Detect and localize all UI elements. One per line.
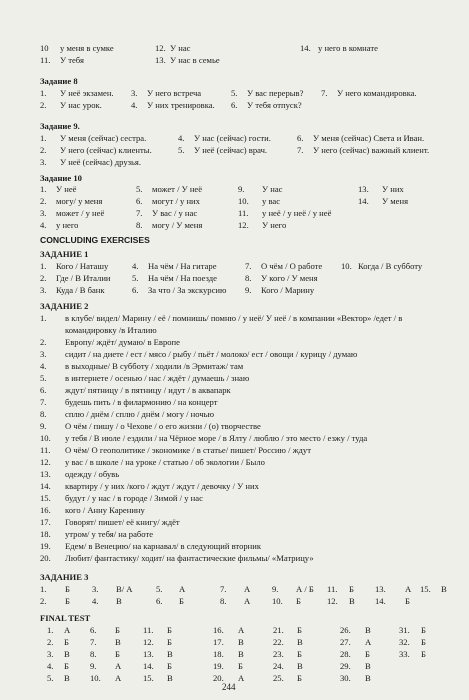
answer-text: Европу/ ждёт/ думаю/ в Европе xyxy=(65,337,180,347)
answer-text: А xyxy=(238,625,245,635)
answer-text: У него командировка. xyxy=(337,88,417,98)
answer-text: Б xyxy=(167,661,172,671)
answer-text: У меня xyxy=(382,196,409,206)
answer-text: может / у неё xyxy=(56,208,105,218)
section-heading xyxy=(0,612,469,624)
answer-text: 11. xyxy=(143,625,154,635)
answer-text: в клубе/ видел/ Марину / её / помнишь/ помню / у неё/ У неё / в компании «Вектор» /едет / в xyxy=(65,313,403,323)
answer-text: В/ А xyxy=(116,584,133,594)
answer-text: 17. xyxy=(213,637,224,647)
answer-line xyxy=(0,260,469,272)
answer-text: Б xyxy=(115,625,120,635)
heading-text: CONCLUDING EXERCISES xyxy=(40,235,150,245)
answer-text: 32. xyxy=(399,637,410,647)
answer-text: В xyxy=(365,673,371,683)
answer-text: 9. xyxy=(272,584,279,594)
answer-text: У меня (сейчас) Света и Иван. xyxy=(313,133,425,143)
answer-text: у него в комнате xyxy=(318,43,378,53)
answer-text: У неё (сейчас) друзья. xyxy=(60,157,142,167)
answer-text: 13. xyxy=(375,584,386,594)
answer-text: В xyxy=(115,637,121,647)
answer-line xyxy=(0,156,469,168)
answer-line xyxy=(0,432,469,444)
answer-text: 10. xyxy=(341,261,352,271)
section-heading xyxy=(0,75,469,87)
answer-text: У вас / у нас xyxy=(152,208,198,218)
answer-line xyxy=(0,408,469,420)
answer-text: А xyxy=(115,673,122,683)
answer-text: 12. xyxy=(40,457,51,467)
answer-text: В xyxy=(238,637,244,647)
answer-text: У кого / У меня xyxy=(261,273,318,283)
answer-text: могу / У меня xyxy=(152,220,203,230)
answer-text: Едем/ в Венецию/ на карнавал/ в следующий вторник xyxy=(65,541,262,551)
answer-text: сплю / днём / сплю / днём / могу / ночью xyxy=(65,409,215,419)
answer-text: 6. xyxy=(231,100,238,110)
answer-text: 12. xyxy=(143,637,154,647)
answer-text: 3. xyxy=(40,285,47,295)
answer-line xyxy=(0,324,469,336)
answer-text: 7. xyxy=(297,145,304,155)
answer-text: 12. xyxy=(327,596,338,606)
answer-line xyxy=(0,456,469,468)
answer-text: 16. xyxy=(40,505,51,515)
answer-text: могу/ у меня xyxy=(56,196,103,206)
answer-line xyxy=(0,284,469,296)
answer-line xyxy=(0,444,469,456)
answer-text: 15. xyxy=(143,673,154,683)
answer-line xyxy=(0,312,469,324)
answer-text: 14. xyxy=(375,596,386,606)
answer-text: Б xyxy=(167,625,172,635)
answer-text: 1. xyxy=(47,625,54,635)
answer-line xyxy=(0,132,469,144)
answer-line xyxy=(0,540,469,552)
answer-text: у вас xyxy=(262,196,281,206)
answer-line xyxy=(0,552,469,564)
answer-text: в выходные/ В субботу / ходили /в Эрмитаж/ там xyxy=(65,361,244,371)
answer-text: О чём / пишу / о Чехове / о его жизни / (о) творчестве xyxy=(65,421,261,431)
answer-text: 5. xyxy=(231,88,238,98)
answer-text: Б xyxy=(421,649,426,659)
answer-text: 2. xyxy=(40,145,47,155)
answer-text: 8. xyxy=(245,273,252,283)
answer-text: Б xyxy=(65,596,70,606)
section-heading xyxy=(0,571,469,583)
answer-text: Б xyxy=(421,625,426,635)
answer-line xyxy=(0,583,469,595)
answer-text: 2. xyxy=(40,273,47,283)
answer-text: 3. xyxy=(47,649,54,659)
answer-text: у него xyxy=(56,220,79,230)
answer-text: 5. xyxy=(136,184,143,194)
answer-text: кого / Анну Каренину xyxy=(65,505,145,515)
answer-text: У них xyxy=(382,184,404,194)
answer-text: За что / За экскурсию xyxy=(148,285,227,295)
answer-text: в интернете / осенью / нас / ждёт / думаешь / знаю xyxy=(65,373,250,383)
answer-text: 14. xyxy=(358,196,369,206)
answer-text: В xyxy=(441,584,447,594)
answer-text: 4. xyxy=(40,361,47,371)
answer-text: 22. xyxy=(273,637,284,647)
answer-text: Б xyxy=(65,584,70,594)
answer-text: 28. xyxy=(340,649,351,659)
answer-line xyxy=(0,219,469,231)
answer-text: 20. xyxy=(213,673,224,683)
answer-text: 1. xyxy=(40,184,47,194)
answer-text: В xyxy=(167,673,173,683)
answer-line xyxy=(0,480,469,492)
answer-text: Б xyxy=(297,625,302,635)
answer-text: 9. xyxy=(245,285,252,295)
answer-text: Б xyxy=(297,673,302,683)
answer-text: 12. xyxy=(238,220,249,230)
answer-text: 10. xyxy=(90,673,101,683)
answer-text: В xyxy=(297,661,303,671)
answer-text: Кого / Наташу xyxy=(56,261,109,271)
answer-text: у меня в сумке xyxy=(60,43,114,53)
answer-text: 2. xyxy=(40,100,47,110)
answer-text: 20. xyxy=(40,553,51,563)
answer-text: А / Б xyxy=(296,584,314,594)
answer-text: 31. xyxy=(399,625,410,635)
answer-text: Б xyxy=(64,637,69,647)
section-heading xyxy=(0,248,469,260)
answer-text: У нас (сейчас) гости. xyxy=(194,133,271,143)
answer-text: одежду / обувь xyxy=(65,469,120,479)
answer-text: У тебя отпуск? xyxy=(247,100,302,110)
answer-text: У нас xyxy=(262,184,283,194)
answer-text: У неё xyxy=(56,184,77,194)
answer-text: А xyxy=(244,584,251,594)
answer-text: могут / у них xyxy=(152,196,200,206)
answer-text: 13. xyxy=(358,184,369,194)
answer-text: Куда / В банк xyxy=(56,285,105,295)
section-heading xyxy=(0,300,469,312)
answer-text: 7. xyxy=(136,208,143,218)
answer-line xyxy=(0,372,469,384)
answer-text: будешь пить / в филармонию / на концерт xyxy=(65,397,218,407)
answer-text: У него встреча xyxy=(147,88,202,98)
answer-text: 18. xyxy=(213,649,224,659)
answer-text: А xyxy=(238,673,245,683)
answer-text: Кого / Марину xyxy=(261,285,315,295)
answer-text: В xyxy=(64,673,70,683)
answer-line xyxy=(0,660,469,672)
answer-text: У меня (сейчас) сестра. xyxy=(60,133,147,143)
answer-text: У него (сейчас) клиенты. xyxy=(60,145,152,155)
answer-text: 1. xyxy=(40,261,47,271)
answer-text: 7. xyxy=(90,637,97,647)
answer-text: 2. xyxy=(40,337,47,347)
answer-line xyxy=(0,516,469,528)
answer-text: В xyxy=(297,637,303,647)
answer-text: 8. xyxy=(136,220,143,230)
answer-text: 4. xyxy=(132,261,139,271)
answer-text: 6. xyxy=(136,196,143,206)
answer-text: 12. xyxy=(155,43,166,53)
answer-text: 15. xyxy=(40,493,51,503)
answer-line xyxy=(0,636,469,648)
answer-line xyxy=(0,99,469,111)
answer-text: 4. xyxy=(47,661,54,671)
answer-text: 14. xyxy=(300,43,311,53)
answer-text: На чём / На гитаре xyxy=(148,261,217,271)
answer-text: А xyxy=(365,637,372,647)
answer-text: 1. xyxy=(40,584,47,594)
answer-text: 14. xyxy=(143,661,154,671)
answer-text: 10. xyxy=(40,433,51,443)
answer-text: В xyxy=(365,661,371,671)
answer-text: 18. xyxy=(40,529,51,539)
answer-text: 11. xyxy=(327,584,338,594)
answer-text: Б xyxy=(167,637,172,647)
answer-text: 10. xyxy=(238,196,249,206)
answer-text: Б xyxy=(238,661,243,671)
answer-line xyxy=(0,468,469,480)
answer-text: А xyxy=(244,596,251,606)
answer-text: у тебя / В июле / ездили / на Чёрное море / в Ялту / люблю / это место / езжу / туда xyxy=(65,433,368,443)
answer-text: 5. xyxy=(156,584,163,594)
answer-line xyxy=(0,348,469,360)
answer-text: 26. xyxy=(340,625,351,635)
answer-text: У тебя xyxy=(60,55,84,65)
answer-text: В xyxy=(238,649,244,659)
answer-text: 3. xyxy=(40,208,47,218)
answer-text: утром/ у тебя/ на работе xyxy=(65,529,154,539)
answer-text: 10. xyxy=(272,596,283,606)
answer-line xyxy=(0,183,469,195)
answer-text: Б xyxy=(405,596,410,606)
answer-text: В xyxy=(349,596,355,606)
answer-text: 9. xyxy=(40,421,47,431)
answer-text: 1. xyxy=(40,88,47,98)
answer-line xyxy=(0,54,469,66)
answer-text: Б xyxy=(421,637,426,647)
answer-text: 7. xyxy=(40,397,47,407)
answer-text: 1. xyxy=(40,313,47,323)
answer-text: 5. xyxy=(47,673,54,683)
answer-text: 6. xyxy=(90,625,97,635)
answer-text: квартиру / у них /кого / ждут / ждут / девочку / У них xyxy=(65,481,259,491)
answer-text: О чём/ О геополитике / экономике / в статье/ пишет/ Россию / ждут xyxy=(65,445,311,455)
answer-text: У них тренировка. xyxy=(147,100,215,110)
answer-text: У неё экзамен. xyxy=(60,88,114,98)
answer-text: О чём / О работе xyxy=(261,261,323,271)
answer-text: 27. xyxy=(340,637,351,647)
answer-text: 6. xyxy=(297,133,304,143)
answer-text: 1. xyxy=(40,133,47,143)
answer-text: 3. xyxy=(40,157,47,167)
answer-text: У нас урок. xyxy=(60,100,102,110)
answer-text: А xyxy=(405,584,412,594)
answer-text: Где / В Италии xyxy=(56,273,111,283)
answer-line xyxy=(0,384,469,396)
answer-text: Б xyxy=(115,649,120,659)
answer-text: А xyxy=(115,661,122,671)
answer-text: У нас xyxy=(170,43,191,53)
answer-line xyxy=(0,42,469,54)
answer-text: 4. xyxy=(131,100,138,110)
answer-text: 3. xyxy=(92,584,99,594)
answer-text: У него xyxy=(262,220,287,230)
answer-text: сидит / на диете / ест / мясо / рыбу / пьёт / молоко/ ест / овощи / курицу / думаю xyxy=(65,349,358,359)
answer-line xyxy=(0,396,469,408)
answer-text: 16. xyxy=(213,625,224,635)
answer-text: 33. xyxy=(399,649,410,659)
answer-text: 2. xyxy=(47,637,54,647)
answer-text: 8. xyxy=(220,596,227,606)
answer-text: 19. xyxy=(40,541,51,551)
answer-text: 8. xyxy=(90,649,97,659)
answer-text: 5. xyxy=(40,373,47,383)
answer-text: Б xyxy=(349,584,354,594)
answer-text: 13. xyxy=(155,55,166,65)
answer-text: А xyxy=(64,625,71,635)
answer-text: 25. xyxy=(273,673,284,683)
answer-text: У него (сейчас) важный клиент. xyxy=(313,145,430,155)
answer-text: 24. xyxy=(273,661,284,671)
heading-text: ЗАДАНИЕ 2 xyxy=(40,301,89,311)
answer-text: Б xyxy=(297,649,302,659)
answer-text: Б xyxy=(365,649,370,659)
answer-text: 13. xyxy=(143,649,154,659)
heading-text: ЗАДАНИЕ 3 xyxy=(40,572,89,582)
answer-text: 13. xyxy=(40,469,51,479)
answer-line xyxy=(0,492,469,504)
answer-text: Любит/ фантастику/ ходит/ на фантастические фильмы/ «Матрицу» xyxy=(65,553,314,563)
answer-text: будут / у нас / в городе / Зимой / у нас xyxy=(65,493,203,503)
answer-text: 6. xyxy=(40,385,47,395)
answer-text: 7. xyxy=(245,261,252,271)
answer-line xyxy=(0,648,469,660)
answer-text: Говорят/ пишет/ её книгу/ ждёт xyxy=(65,517,180,527)
answer-text: В xyxy=(116,596,122,606)
answer-line xyxy=(0,336,469,348)
answer-line xyxy=(0,624,469,636)
answer-line xyxy=(0,360,469,372)
answer-text: может / У неё xyxy=(152,184,203,194)
answer-text: командировку /в Италию xyxy=(65,325,157,335)
answer-line xyxy=(0,528,469,540)
heading-text: ЗАДАНИЕ 1 xyxy=(40,249,89,259)
heading-text: Задание 8 xyxy=(40,76,78,86)
answer-text: 4. xyxy=(178,133,185,143)
answer-text: 9. xyxy=(90,661,97,671)
answer-text: 29. xyxy=(340,661,351,671)
answer-line xyxy=(0,672,469,684)
answer-text: 8. xyxy=(40,409,47,419)
page-number: 244 xyxy=(222,682,236,692)
answer-text: 15. xyxy=(420,584,431,594)
section-heading xyxy=(0,120,469,132)
answer-text: 3. xyxy=(40,349,47,359)
answer-line xyxy=(0,595,469,607)
answer-text: 30. xyxy=(340,673,351,683)
answer-text: 6. xyxy=(156,596,163,606)
answer-text: 21. xyxy=(273,625,284,635)
heading-text: Задание 9. xyxy=(40,121,80,131)
answer-text: В xyxy=(167,649,173,659)
answer-text: 5. xyxy=(132,273,139,283)
answer-text: В xyxy=(64,649,70,659)
answer-text: 2. xyxy=(40,196,47,206)
answer-text: 4. xyxy=(40,220,47,230)
answer-text: у неё / у неё / у неё xyxy=(262,208,332,218)
section-heading xyxy=(0,234,469,246)
answer-text: У вас перерыв? xyxy=(247,88,304,98)
answer-text: у вас / в школе / на уроке / статью / об экологии / Было xyxy=(65,457,265,467)
answer-text: 2. xyxy=(40,596,47,606)
answer-text: Когда / В субботу xyxy=(358,261,423,271)
answer-text: 4. xyxy=(92,596,99,606)
answer-line xyxy=(0,195,469,207)
answer-text: 11. xyxy=(40,55,51,65)
answer-text: В xyxy=(365,625,371,635)
answer-text: 5. xyxy=(178,145,185,155)
answer-text: Б xyxy=(64,661,69,671)
answer-text: 14. xyxy=(40,481,51,491)
answer-text: Б xyxy=(296,596,301,606)
answer-line xyxy=(0,420,469,432)
answer-text: Б xyxy=(179,596,184,606)
answer-line xyxy=(0,87,469,99)
answer-text: 7. xyxy=(321,88,328,98)
answer-text: 3. xyxy=(131,88,138,98)
answer-text: У нас в семье xyxy=(170,55,220,65)
answer-line xyxy=(0,144,469,156)
answer-text: 9. xyxy=(238,184,245,194)
answer-text: У неё (сейчас) врач. xyxy=(194,145,268,155)
answer-text: 7. xyxy=(220,584,227,594)
answer-text: 11. xyxy=(40,445,51,455)
answer-text: На чём / На поезде xyxy=(148,273,217,283)
answer-line xyxy=(0,272,469,284)
heading-text: Задание 10 xyxy=(40,173,82,183)
answer-text: ждут/ пятницу / в пятницу / идут / в аквапарк xyxy=(65,385,231,395)
answer-text: 19. xyxy=(213,661,224,671)
answer-line xyxy=(0,504,469,516)
answer-text: 11. xyxy=(238,208,249,218)
answer-text: А xyxy=(179,584,186,594)
answer-text: 6. xyxy=(132,285,139,295)
answer-line xyxy=(0,207,469,219)
heading-text: FINAL TEST xyxy=(40,613,91,623)
answer-text: 23. xyxy=(273,649,284,659)
answer-text: 10 xyxy=(40,43,49,53)
answer-text: 17. xyxy=(40,517,51,527)
